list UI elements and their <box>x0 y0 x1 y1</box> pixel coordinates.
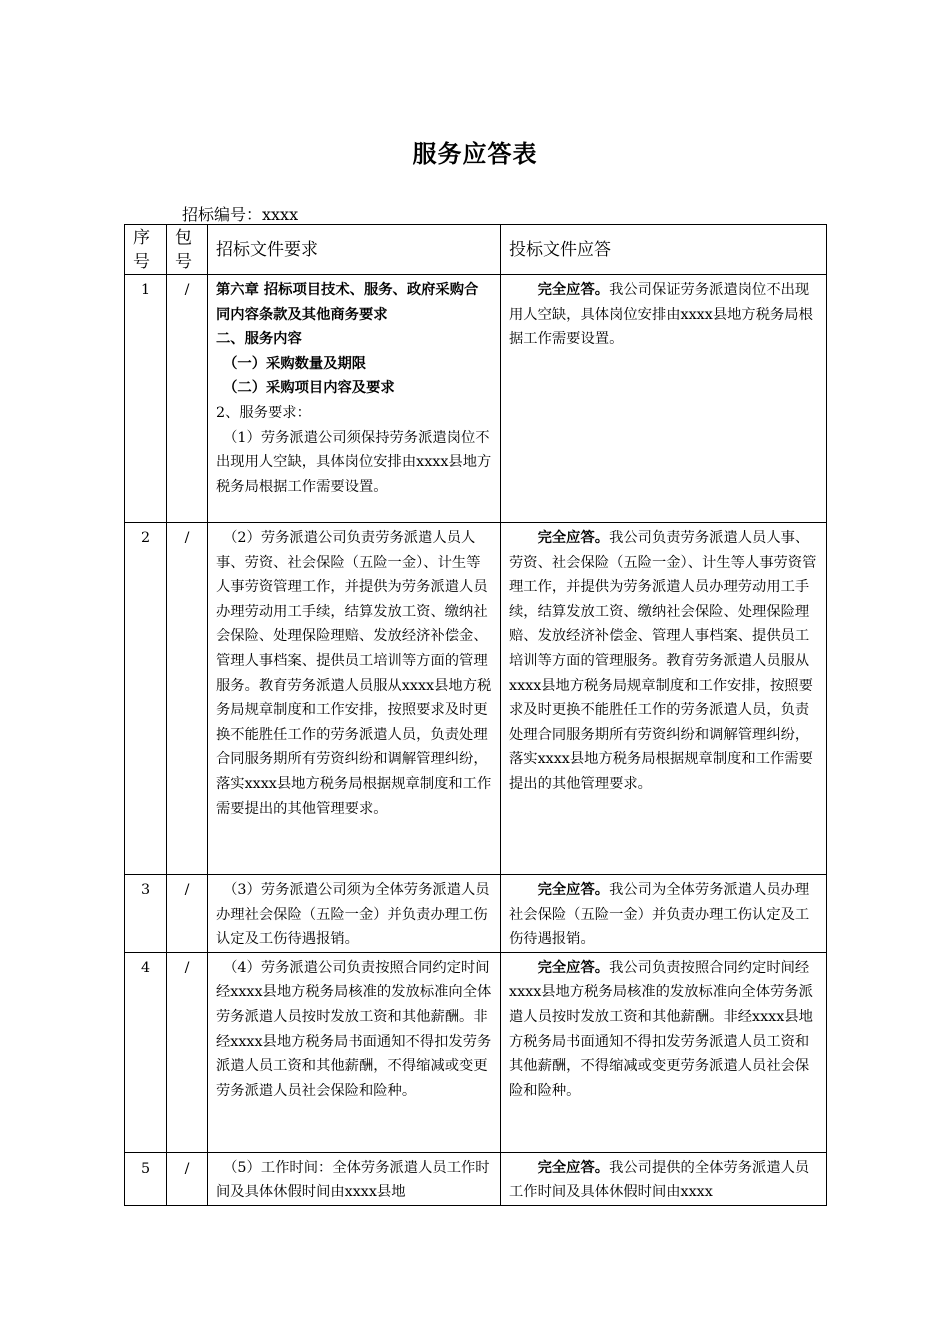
table-row <box>125 875 827 953</box>
response-text: 我公司保证劳务派遣岗位不出现用人空缺，具体岗位安排由xxxx县地方税务局根据工作需要设置。 <box>509 282 813 348</box>
response-table <box>124 224 827 1206</box>
response-bold-label: 完全应答。 <box>537 1159 610 1176</box>
table-header-row <box>125 225 827 275</box>
response-bold-label: 完全应答。 <box>537 959 610 976</box>
response-cell <box>501 1152 827 1205</box>
row-number: 2 <box>125 523 167 875</box>
response-bold-label: 完全应答。 <box>537 530 610 546</box>
table-row <box>125 952 827 1152</box>
response-text: 我公司负责劳务派遣人员人事、劳资、社会保险（五险一金）、计生等人事劳资管理工作，并提供为劳务派遣人员办理劳动用工手续，结算发放工资、缴纳社会保险、处理保险理赔、发放经济补偿金、管理人事档案、提供员工培训等方面的管理服务。教育劳务派遣人员服从xxxx县地方税务局规章制度和工作安排，按照要求及时更换不能胜任工作的劳务派遣人员，负责处理合同服务期所有劳资纠纷和调解管理纠纷，落实xxxx县地方税务局根据规章制度和工作需要提出的其他管理要求。 <box>509 530 817 792</box>
requirement-subsection-heading: （二）采购项目内容及要求 <box>223 380 395 397</box>
response-cell <box>501 875 827 953</box>
response-cell <box>501 952 827 1152</box>
requirement-cell <box>208 275 501 523</box>
requirement-text: 2、服务要求： <box>216 404 311 421</box>
header-no <box>125 225 167 275</box>
requirement-subsection-heading: （一）采购数量及期限 <box>223 355 367 372</box>
row-package: / <box>167 875 208 953</box>
page-title: 服务应答表 <box>412 140 538 168</box>
table-row <box>125 523 827 875</box>
requirement-text: （5）工作时间：全体劳务派遣人员工作时间及具体休假时间由xxxx县地 <box>216 1159 490 1201</box>
requirement-text: （4）劳务派遣公司负责按照合同约定时间经xxxx县地方税务局核准的发放标准向全体劳务派遣人员按时发放工资和其他薪酬。非经xxxx县地方税务局书面通知不得扣发劳务派遣人员工资和其他薪酬，不得缩减或变更劳务派遣人员社会保险和险种。 <box>216 959 492 1099</box>
header-requirement: 招标文件要求 <box>208 225 501 275</box>
header-package-line1: 包 <box>175 227 192 248</box>
requirement-section-heading: 二、服务内容 <box>216 331 302 348</box>
requirement-text: （1）劳务派遣公司须保持劳务派遣岗位不出现用人空缺，具体岗位安排由xxxx县地方税务局根据工作需要设置。 <box>216 429 492 495</box>
row-number: 5 <box>125 1152 167 1205</box>
response-bold-label: 完全应答。 <box>537 882 610 898</box>
row-package: / <box>167 1152 208 1205</box>
row-package: / <box>167 523 208 875</box>
table-row <box>125 1152 827 1205</box>
requirement-text: （2）劳务派遣公司负责劳务派遣人员人事、劳资、社会保险（五险一金）、计生等人事劳资管理工作，并提供为劳务派遣人员办理劳动用工手续，结算发放工资、缴纳社会保险、处理保险理赔、发放经济补偿金、管理人事档案、提供员工培训等方面的管理服务。教育劳务派遣人员服从xxxx县地方税务局规章制度和工作安排，按照要求及时更换不能胜任工作的劳务派遣人员，负责处理合同服务期所有劳资纠纷和调解管理纠纷，落实xxxx县地方税务局根据规章制度和工作需要提出的其他管理要求。 <box>216 530 492 817</box>
row-number: 4 <box>125 952 167 1152</box>
response-text: 我公司负责按照合同约定时间经xxxx县地方税务局核准的发放标准向全体劳务派遣人员按时发放工资和其他薪酬。非经xxxx县地方税务局书面通知不得扣发劳务派遣人员工资和其他薪酬，不得缩减或变更劳务派遣人员社会保险和险种。 <box>509 959 813 1099</box>
requirement-chapter-heading: 第六章 招标项目技术、服务、政府采购合同内容条款及其他商务要求 <box>216 282 479 323</box>
response-text: 我公司为全体劳务派遣人员办理社会保险（五险一金）并负责办理工伤认定及工伤待遇报销。 <box>509 882 810 948</box>
header-no-line1: 序 <box>133 227 150 248</box>
response-cell <box>501 523 827 875</box>
row-number: 3 <box>125 875 167 953</box>
header-package-line2: 号 <box>175 251 192 272</box>
row-number: 1 <box>125 275 167 523</box>
row-package: / <box>167 952 208 1152</box>
requirement-text: （3）劳务派遣公司须为全体劳务派遣人员办理社会保险（五险一金）并负责办理工伤认定及工伤待遇报销。 <box>216 882 490 948</box>
header-no-line2: 号 <box>133 251 150 272</box>
requirement-cell <box>208 875 501 953</box>
response-cell <box>501 275 827 523</box>
header-response: 投标文件应答 <box>501 225 827 275</box>
header-package <box>167 225 208 275</box>
requirement-cell <box>208 952 501 1152</box>
response-bold-label: 完全应答。 <box>537 282 610 298</box>
bid-number: 招标编号：xxxx <box>182 205 299 224</box>
table-row <box>125 275 827 523</box>
requirement-cell <box>208 1152 501 1205</box>
requirement-cell <box>208 523 501 875</box>
row-package: / <box>167 275 208 523</box>
response-text: 我公司提供的全体劳务派遣人员工作时间及具体休假时间由xxxx <box>509 1159 810 1201</box>
